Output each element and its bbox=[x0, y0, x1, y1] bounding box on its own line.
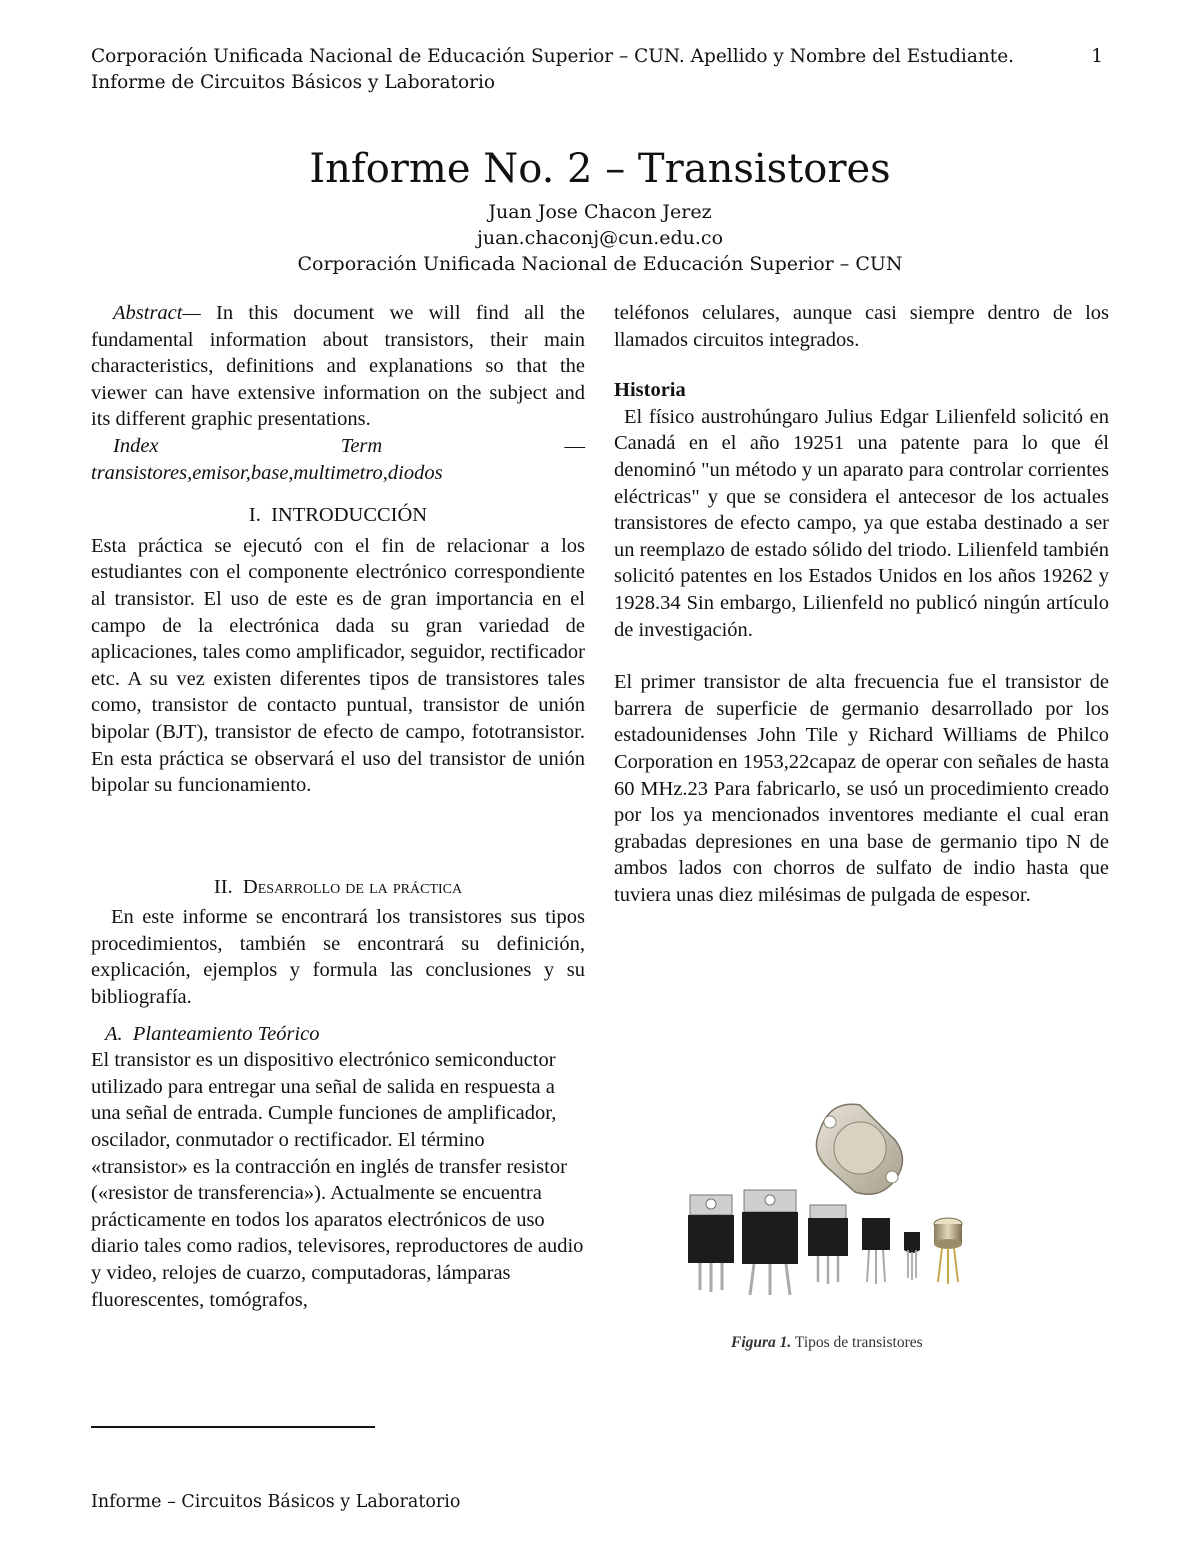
left-column bbox=[91, 300, 585, 1313]
figure-caption-text: Tipos de transistores bbox=[791, 1334, 923, 1351]
transistor-types-figure bbox=[680, 1100, 980, 1310]
section-heading-desarrollo bbox=[91, 874, 585, 901]
subsection-heading-planteamiento bbox=[105, 1021, 585, 1048]
paper-title: Informe No. 2 – Transistores bbox=[309, 146, 891, 192]
term-word: Term bbox=[340, 434, 383, 457]
section-number: II. bbox=[213, 875, 233, 898]
continued-paragraph: teléfonos celulares, aunque casi siempre dentro de los llamados circuitos integrados. bbox=[614, 302, 1109, 351]
to126-transistor bbox=[808, 1205, 848, 1284]
historia-paragraph-1: El físico austrohúngaro Julius Edgar Lilienfeld solicitó en Canadá en el año 19251 una patente para lo que él denominó "un método y un aparato para controlar corrientes eléctricas" y que se considera el antecesor de los actuales transistores de efecto campo, ya que estaba destinado a ser un reemplazo de estado sólido del triodo. Lilienfeld también solicitó patentes en los Estados Unidos en los años 19262 y 1928.34 Sin embargo, Lilienfeld no publicó ningún artículo de investigación. bbox=[614, 405, 1109, 641]
historia-paragraph-2: El primer transistor de alta frecuencia fue el transistor de barrera de superficie de germanio desarrollado por los estadounidenses John Tile y Richard Williams de Philco Corporation en 1953,22capaz de operar con señales de hasta 60 MHz.23 Para fabricarlo, se usó un procedimiento creado por los ya mencionados inventores mediante el cual eran grabadas depresiones en una base de germanio tipo N de ambos lados con chorros de sulfato de indio hasta que tuviera unas diez milésimas de pulgada de espesor. bbox=[614, 671, 1109, 906]
planteamiento-paragraph: El transistor es un dispositivo electrónico semiconductor utilizado para entregar una señal de salida en respuesta a una señal de entrada. Cumple funciones de amplificador, oscilador, conmutador o rectificador. El término «transistor» es la contracción en inglés de transfer resistor («resistor de transferencia»). Actualmente se encuentra prácticamente en todos los aparatos electrónicos de uso diario tales como radios, televisores, reproductores de audio y video, relojes de cuarzo, computadoras, lámparas fluorescentes, tomógrafos, bbox=[91, 1049, 584, 1311]
abstract-label: Abstract— bbox=[113, 302, 201, 324]
figure-label: Figura 1. bbox=[731, 1334, 792, 1351]
section-number: I. bbox=[248, 504, 261, 527]
abstract bbox=[91, 300, 585, 433]
section-title: Desarrollo de la práctica bbox=[242, 875, 463, 898]
author-email[interactable]: juan.chaconj@cun.edu.co bbox=[476, 227, 724, 249]
page-footer: Informe – Circuitos Básicos y Laboratorio bbox=[91, 1492, 461, 1512]
to220-transistor-1 bbox=[688, 1195, 734, 1292]
subsection-letter: A. bbox=[105, 1022, 123, 1045]
plastic-transistor bbox=[862, 1218, 890, 1284]
header-line-2: Informe de Circuitos Básicos y Laboratorio bbox=[91, 72, 496, 93]
abstract-text: In this document we will find all the fundamental information about transistors, their main characteristics, definitions and explanations so that the viewer can have extensive information on the subject and its different graphic presentations. bbox=[91, 302, 585, 431]
author-name: Juan Jose Chacon Jerez bbox=[488, 201, 712, 223]
to18-metal-can-transistor bbox=[934, 1218, 962, 1284]
section-title: INTRODUCCIÓN bbox=[271, 504, 428, 527]
running-header bbox=[91, 44, 1111, 96]
subsection-title: Planteamiento Teórico bbox=[132, 1022, 320, 1045]
index-word: Index bbox=[113, 434, 159, 457]
index-terms-line bbox=[91, 433, 585, 460]
transistors-image bbox=[680, 1100, 980, 1310]
historia-heading: Historia bbox=[614, 379, 686, 402]
desarrollo-paragraph: En este informe se encontrará los transistores sus tipos procedimientos, también se encontrará su definición, explicación, ejemplos y formula las conclusiones y su bibliografía. bbox=[91, 906, 585, 1009]
author-block bbox=[0, 199, 1200, 277]
footnote-separator bbox=[91, 1426, 375, 1428]
right-column bbox=[614, 300, 1109, 908]
author-institution: Corporación Unificada Nacional de Educación Superior – CUN bbox=[297, 253, 903, 275]
figure-caption bbox=[731, 1334, 923, 1352]
index-dash: — bbox=[564, 434, 585, 457]
to3-transistor bbox=[816, 1104, 902, 1194]
introduccion-paragraph: Esta práctica se ejecutó con el fin de relacionar a los estudiantes con el componente electrónico correspondiente al transistor. El uso de este es de gran importancia en el campo de la electrónica dada su gran variedad de aplicaciones, tales como amplificador, seguidor, rectificador etc. A su vez existen diferentes tipos de transistores tales como, transistor de contacto puntual, transistor de unión bipolar (BJT), transistor de efecto de campo, fototransistor. En esta práctica se observará el uso del transistor de unión bipolar su funcionamiento. bbox=[91, 534, 585, 797]
index-keywords: transistores,emisor,base,multimetro,diodos bbox=[91, 461, 443, 484]
small-to92-transistor bbox=[904, 1232, 920, 1280]
page-number: 1 bbox=[1091, 46, 1103, 67]
to220-transistor-2 bbox=[742, 1190, 798, 1295]
header-line-1: Corporación Unificada Nacional de Educación Superior – CUN. Apellido y Nombre del Estudiante. bbox=[91, 46, 1015, 67]
section-heading-introduccion bbox=[91, 502, 585, 529]
